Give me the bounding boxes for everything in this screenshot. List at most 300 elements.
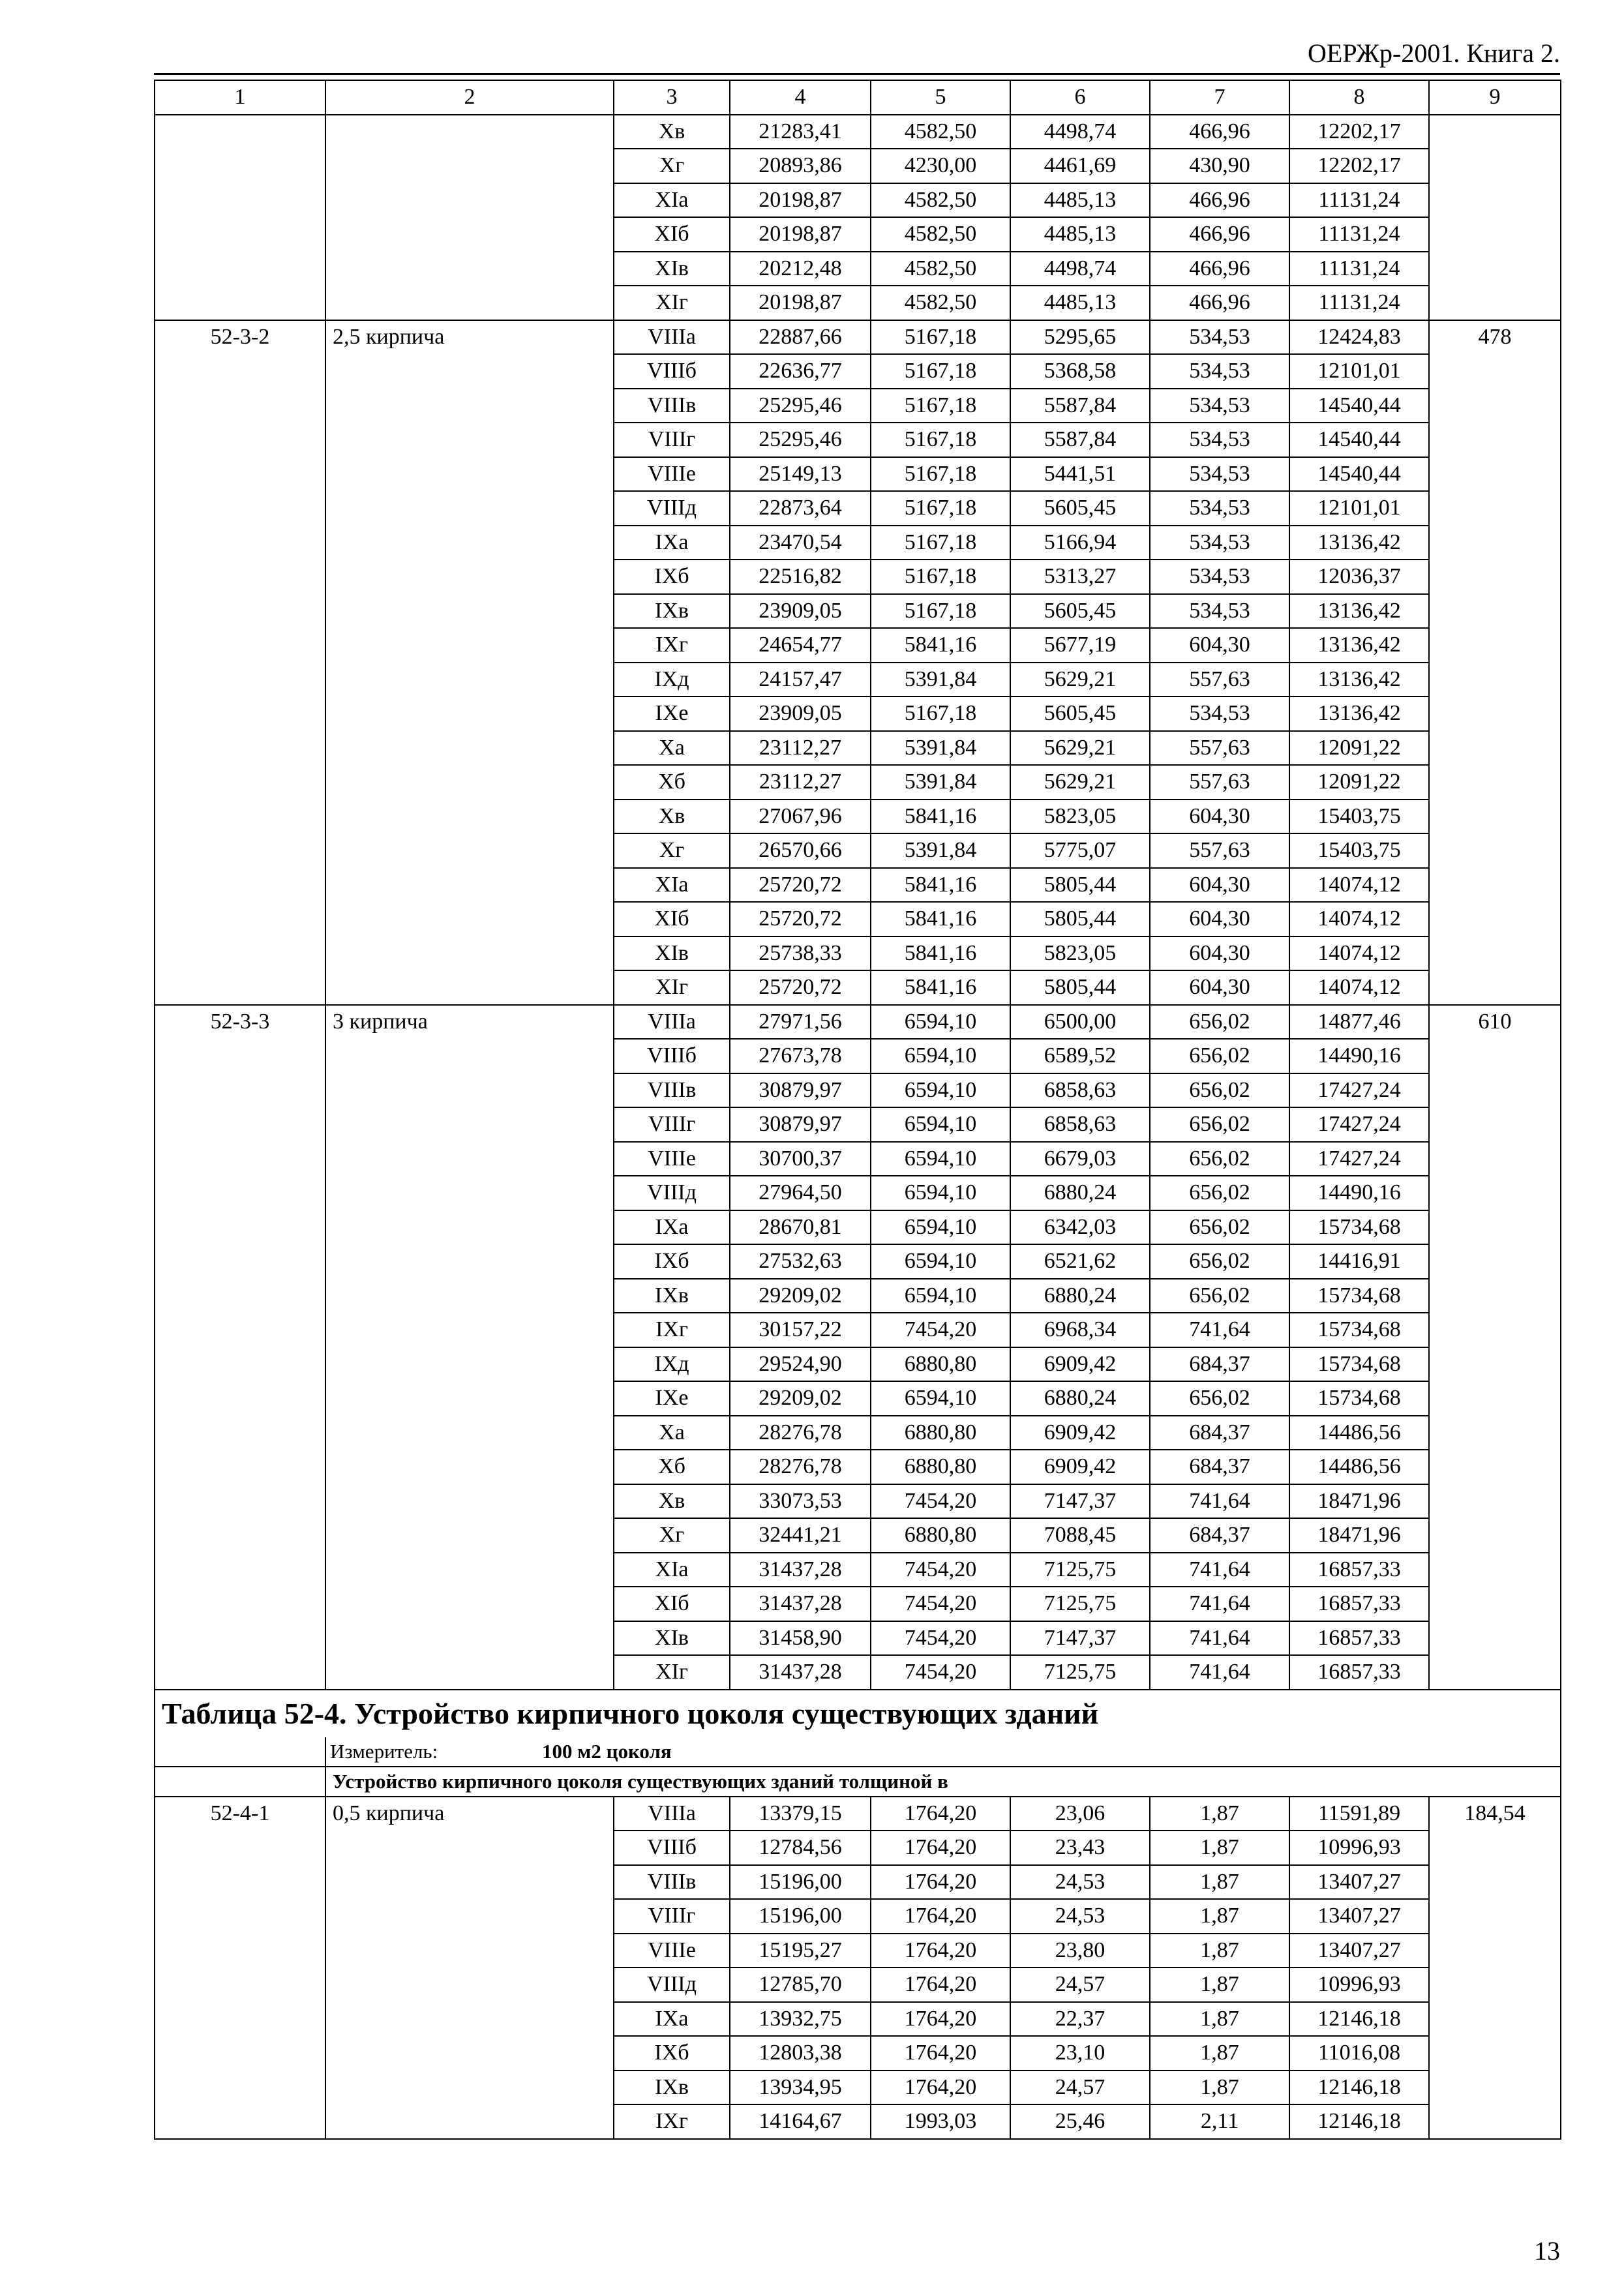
blank-cell	[1429, 115, 1561, 320]
value-cell: 6594,10	[871, 1176, 1010, 1210]
value-cell: 6594,10	[871, 1142, 1010, 1176]
value-cell: 534,53	[1150, 423, 1289, 457]
value-cell: 4230,00	[871, 149, 1010, 183]
value-cell: 656,02	[1150, 1005, 1289, 1040]
value-cell: 5167,18	[871, 457, 1010, 492]
value-cell: 5391,84	[871, 765, 1010, 800]
value-cell: 6500,00	[1010, 1005, 1150, 1040]
value-cell: 24157,47	[730, 663, 871, 697]
value-cell: 15195,27	[730, 1934, 871, 1968]
value-cell: 14877,46	[1289, 1005, 1429, 1040]
value-cell: 14540,44	[1289, 423, 1429, 457]
value-cell: 32441,21	[730, 1518, 871, 1553]
value-cell: 430,90	[1150, 149, 1289, 183]
zone-cell: IXг	[614, 628, 730, 663]
value-cell: 11131,24	[1289, 183, 1429, 218]
value-cell: 23,06	[1010, 1797, 1150, 1831]
value-cell: 20198,87	[730, 183, 871, 218]
value-cell: 14490,16	[1289, 1039, 1429, 1073]
value-cell: 6880,80	[871, 1518, 1010, 1553]
value-cell: 741,64	[1150, 1553, 1289, 1587]
zone-cell: IXг	[614, 2104, 730, 2139]
column-number-row	[155, 80, 1561, 115]
blank-cell	[325, 115, 614, 320]
value-cell: 25720,72	[730, 970, 871, 1005]
value-cell: 1764,20	[871, 1934, 1010, 1968]
zone-cell: VIIIе	[614, 1142, 730, 1176]
value-cell: 5605,45	[1010, 491, 1150, 526]
value-cell: 656,02	[1150, 1107, 1289, 1142]
value-cell: 23,80	[1010, 1934, 1150, 1968]
zone-cell: XIв	[614, 936, 730, 971]
value-cell: 7147,37	[1010, 1621, 1150, 1656]
value-cell: 5805,44	[1010, 868, 1150, 903]
value-cell: 604,30	[1150, 800, 1289, 834]
value-cell: 12202,17	[1289, 115, 1429, 149]
value-cell: 1764,20	[871, 1967, 1010, 2002]
rate-extra: 184,54	[1429, 1797, 1561, 2139]
value-cell: 22636,77	[730, 354, 871, 389]
value-cell: 4582,50	[871, 286, 1010, 320]
rate-name: 2,5 кирпича	[325, 320, 614, 1005]
value-cell: 13136,42	[1289, 628, 1429, 663]
value-cell: 7125,75	[1010, 1587, 1150, 1621]
value-cell: 4582,50	[871, 217, 1010, 252]
value-cell: 12091,22	[1289, 731, 1429, 766]
value-cell: 5629,21	[1010, 663, 1150, 697]
value-cell: 13136,42	[1289, 696, 1429, 731]
value-cell: 31437,28	[730, 1655, 871, 1690]
header-rule	[154, 73, 1560, 75]
column-number: 1	[155, 80, 325, 115]
value-cell: 11016,08	[1289, 2036, 1429, 2071]
zone-cell: VIIIа	[614, 320, 730, 355]
value-cell: 1,87	[1150, 2036, 1289, 2071]
zone-cell: IXв	[614, 2071, 730, 2105]
value-cell: 604,30	[1150, 902, 1289, 936]
value-cell: 17427,24	[1289, 1073, 1429, 1108]
value-cell: 4485,13	[1010, 183, 1150, 218]
value-cell: 2,11	[1150, 2104, 1289, 2139]
value-cell: 5823,05	[1010, 800, 1150, 834]
value-cell: 18471,96	[1289, 1484, 1429, 1519]
zone-cell: Xг	[614, 149, 730, 183]
value-cell: 14486,56	[1289, 1416, 1429, 1450]
value-cell: 4582,50	[871, 115, 1010, 149]
zone-cell: VIIIв	[614, 1073, 730, 1108]
value-cell: 13407,27	[1289, 1934, 1429, 1968]
value-cell: 5805,44	[1010, 970, 1150, 1005]
zone-cell: VIIIд	[614, 491, 730, 526]
value-cell: 5167,18	[871, 354, 1010, 389]
value-cell: 12424,83	[1289, 320, 1429, 355]
value-cell: 4485,13	[1010, 286, 1150, 320]
value-cell: 16857,33	[1289, 1655, 1429, 1690]
value-cell: 25720,72	[730, 868, 871, 903]
value-cell: 7454,20	[871, 1655, 1010, 1690]
value-cell: 6594,10	[871, 1107, 1010, 1142]
value-cell: 5167,18	[871, 526, 1010, 560]
value-cell: 5167,18	[871, 320, 1010, 355]
zone-cell: VIIIг	[614, 1107, 730, 1142]
value-cell: 31437,28	[730, 1553, 871, 1587]
value-cell: 20893,86	[730, 149, 871, 183]
zone-cell: XIб	[614, 902, 730, 936]
value-cell: 14164,67	[730, 2104, 871, 2139]
value-cell: 25295,46	[730, 423, 871, 457]
value-cell: 23909,05	[730, 696, 871, 731]
value-cell: 24,53	[1010, 1899, 1150, 1934]
zone-cell: VIIIб	[614, 354, 730, 389]
column-number: 7	[1150, 80, 1289, 115]
value-cell: 15196,00	[730, 1865, 871, 1900]
zone-cell: XIв	[614, 252, 730, 286]
value-cell: 13379,15	[730, 1797, 871, 1831]
zone-cell: XIг	[614, 286, 730, 320]
table-row	[155, 1797, 1561, 1831]
value-cell: 466,96	[1150, 286, 1289, 320]
value-cell: 4498,74	[1010, 115, 1150, 149]
zone-cell: Xв	[614, 800, 730, 834]
rate-code: 52-3-2	[155, 320, 325, 1005]
zone-cell: IXв	[614, 594, 730, 629]
value-cell: 21283,41	[730, 115, 871, 149]
zone-cell: Xб	[614, 1450, 730, 1484]
value-cell: 684,37	[1150, 1416, 1289, 1450]
value-cell: 14074,12	[1289, 970, 1429, 1005]
value-cell: 5441,51	[1010, 457, 1150, 492]
value-cell: 1,87	[1150, 1797, 1289, 1831]
value-cell: 28276,78	[730, 1450, 871, 1484]
value-cell: 5368,58	[1010, 354, 1150, 389]
value-cell: 12146,18	[1289, 2002, 1429, 2037]
value-cell: 30879,97	[730, 1073, 871, 1108]
value-cell: 27971,56	[730, 1005, 871, 1040]
value-cell: 28276,78	[730, 1416, 871, 1450]
value-cell: 7454,20	[871, 1313, 1010, 1347]
value-cell: 7125,75	[1010, 1553, 1150, 1587]
value-cell: 22873,64	[730, 491, 871, 526]
zone-cell: VIIIе	[614, 457, 730, 492]
table-row	[155, 1005, 1561, 1040]
value-cell: 4461,69	[1010, 149, 1150, 183]
value-cell: 14540,44	[1289, 457, 1429, 492]
zone-cell: VIIIб	[614, 1831, 730, 1865]
zone-cell: IXе	[614, 696, 730, 731]
value-cell: 656,02	[1150, 1381, 1289, 1416]
value-cell: 557,63	[1150, 731, 1289, 766]
value-cell: 17427,24	[1289, 1107, 1429, 1142]
value-cell: 534,53	[1150, 389, 1289, 423]
blank-cell	[155, 1767, 325, 1797]
value-cell: 30157,22	[730, 1313, 871, 1347]
value-cell: 741,64	[1150, 1587, 1289, 1621]
value-cell: 13407,27	[1289, 1865, 1429, 1900]
value-cell: 5166,94	[1010, 526, 1150, 560]
zone-cell: IXд	[614, 663, 730, 697]
value-cell: 7454,20	[871, 1621, 1010, 1656]
value-cell: 12785,70	[730, 1967, 871, 2002]
value-cell: 14540,44	[1289, 389, 1429, 423]
zone-cell: IXб	[614, 2036, 730, 2071]
value-cell: 5629,21	[1010, 731, 1150, 766]
blank-cell	[155, 115, 325, 320]
zone-cell: IXв	[614, 1279, 730, 1313]
value-cell: 5587,84	[1010, 389, 1150, 423]
value-cell: 6858,63	[1010, 1073, 1150, 1108]
rate-code: 52-4-1	[155, 1797, 325, 2139]
value-cell: 14074,12	[1289, 868, 1429, 903]
table-title: Таблица 52-4. Устройство кирпичного цоколя существующих зданий	[155, 1690, 1561, 1737]
value-cell: 6909,42	[1010, 1347, 1150, 1382]
value-cell: 534,53	[1150, 354, 1289, 389]
value-cell: 5167,18	[871, 594, 1010, 629]
subtitle-row	[155, 1767, 1561, 1797]
column-number: 2	[325, 80, 614, 115]
value-cell: 7147,37	[1010, 1484, 1150, 1519]
value-cell: 741,64	[1150, 1655, 1289, 1690]
value-cell: 5605,45	[1010, 696, 1150, 731]
zone-cell: IXе	[614, 1381, 730, 1416]
value-cell: 1,87	[1150, 1899, 1289, 1934]
value-cell: 656,02	[1150, 1210, 1289, 1245]
zone-cell: IXа	[614, 2002, 730, 2037]
value-cell: 15734,68	[1289, 1210, 1429, 1245]
value-cell: 23,43	[1010, 1831, 1150, 1865]
value-cell: 466,96	[1150, 252, 1289, 286]
zone-cell: IXб	[614, 1244, 730, 1279]
value-cell: 604,30	[1150, 970, 1289, 1005]
rate-name: 3 кирпича	[325, 1005, 614, 1690]
value-cell: 29524,90	[730, 1347, 871, 1382]
value-cell: 5841,16	[871, 628, 1010, 663]
rate-extra: 610	[1429, 1005, 1561, 1690]
value-cell: 741,64	[1150, 1313, 1289, 1347]
value-cell: 741,64	[1150, 1621, 1289, 1656]
value-cell: 5391,84	[871, 663, 1010, 697]
value-cell: 15734,68	[1289, 1279, 1429, 1313]
zone-cell: XIг	[614, 1655, 730, 1690]
value-cell: 6880,24	[1010, 1381, 1150, 1416]
value-cell: 6594,10	[871, 1073, 1010, 1108]
value-cell: 5823,05	[1010, 936, 1150, 971]
value-cell: 14074,12	[1289, 936, 1429, 971]
table-subtitle: Устройство кирпичного цоколя существующих зданий толщиной в	[325, 1767, 1561, 1797]
value-cell: 466,96	[1150, 217, 1289, 252]
column-number: 3	[614, 80, 730, 115]
zone-cell: XIв	[614, 1621, 730, 1656]
zone-cell: XIа	[614, 183, 730, 218]
zone-cell: VIIIб	[614, 1039, 730, 1073]
value-cell: 11131,24	[1289, 252, 1429, 286]
value-cell: 6594,10	[871, 1244, 1010, 1279]
value-cell: 24,57	[1010, 1967, 1150, 2002]
value-cell: 16857,33	[1289, 1553, 1429, 1587]
zone-cell: VIIIв	[614, 1865, 730, 1900]
value-cell: 6909,42	[1010, 1416, 1150, 1450]
measure-row	[155, 1737, 1561, 1767]
value-cell: 6909,42	[1010, 1450, 1150, 1484]
value-cell: 7125,75	[1010, 1655, 1150, 1690]
zone-cell: XIб	[614, 1587, 730, 1621]
value-cell: 5677,19	[1010, 628, 1150, 663]
value-cell: 30700,37	[730, 1142, 871, 1176]
rate-name: 0,5 кирпича	[325, 1797, 614, 2139]
value-cell: 6342,03	[1010, 1210, 1150, 1245]
value-cell: 15403,75	[1289, 800, 1429, 834]
value-cell: 5605,45	[1010, 594, 1150, 629]
value-cell: 557,63	[1150, 765, 1289, 800]
value-cell: 6521,62	[1010, 1244, 1150, 1279]
value-cell: 6880,80	[871, 1450, 1010, 1484]
value-cell: 5167,18	[871, 560, 1010, 594]
value-cell: 6880,24	[1010, 1279, 1150, 1313]
value-cell: 4582,50	[871, 252, 1010, 286]
value-cell: 12146,18	[1289, 2071, 1429, 2105]
value-cell: 6594,10	[871, 1279, 1010, 1313]
value-cell: 1764,20	[871, 2036, 1010, 2071]
value-cell: 534,53	[1150, 457, 1289, 492]
value-cell: 12091,22	[1289, 765, 1429, 800]
value-cell: 1764,20	[871, 1831, 1010, 1865]
zone-cell: Xг	[614, 1518, 730, 1553]
value-cell: 534,53	[1150, 560, 1289, 594]
value-cell: 5841,16	[871, 868, 1010, 903]
value-cell: 1764,20	[871, 1865, 1010, 1900]
value-cell: 684,37	[1150, 1450, 1289, 1484]
value-cell: 5391,84	[871, 731, 1010, 766]
value-cell: 684,37	[1150, 1518, 1289, 1553]
value-cell: 12803,38	[730, 2036, 871, 2071]
value-cell: 13407,27	[1289, 1899, 1429, 1934]
value-cell: 17427,24	[1289, 1142, 1429, 1176]
zone-cell: IXб	[614, 560, 730, 594]
value-cell: 13932,75	[730, 2002, 871, 2037]
value-cell: 23470,54	[730, 526, 871, 560]
value-cell: 534,53	[1150, 491, 1289, 526]
column-number: 6	[1010, 80, 1150, 115]
value-cell: 12202,17	[1289, 149, 1429, 183]
value-cell: 10996,93	[1289, 1831, 1429, 1865]
value-cell: 26570,66	[730, 833, 871, 868]
value-cell: 604,30	[1150, 868, 1289, 903]
zone-cell: XIа	[614, 1553, 730, 1587]
value-cell: 557,63	[1150, 663, 1289, 697]
rate-extra: 478	[1429, 320, 1561, 1005]
value-cell: 466,96	[1150, 115, 1289, 149]
value-cell: 656,02	[1150, 1142, 1289, 1176]
zone-cell: Xа	[614, 1416, 730, 1450]
page-number: 13	[1534, 2236, 1560, 2266]
value-cell: 25295,46	[730, 389, 871, 423]
column-number: 9	[1429, 80, 1561, 115]
value-cell: 1,87	[1150, 2071, 1289, 2105]
page-header: ОЕРЖр-2001. Книга 2.	[1308, 38, 1560, 68]
value-cell: 1764,20	[871, 1899, 1010, 1934]
value-cell: 31437,28	[730, 1587, 871, 1621]
zone-cell: Xв	[614, 115, 730, 149]
value-cell: 5391,84	[871, 833, 1010, 868]
value-cell: 5629,21	[1010, 765, 1150, 800]
zone-cell: VIIIв	[614, 389, 730, 423]
value-cell: 31458,90	[730, 1621, 871, 1656]
rate-code: 52-3-3	[155, 1005, 325, 1690]
value-cell: 5587,84	[1010, 423, 1150, 457]
value-cell: 5841,16	[871, 936, 1010, 971]
blank-cell	[155, 1737, 325, 1767]
value-cell: 1993,03	[871, 2104, 1010, 2139]
zone-cell: Xа	[614, 731, 730, 766]
value-cell: 656,02	[1150, 1176, 1289, 1210]
value-cell: 7454,20	[871, 1553, 1010, 1587]
zone-cell: XIг	[614, 970, 730, 1005]
value-cell: 25720,72	[730, 902, 871, 936]
value-cell: 1764,20	[871, 1797, 1010, 1831]
value-cell: 13934,95	[730, 2071, 871, 2105]
value-cell: 741,64	[1150, 1484, 1289, 1519]
value-cell: 1764,20	[871, 2071, 1010, 2105]
value-cell: 656,02	[1150, 1039, 1289, 1073]
value-cell: 13136,42	[1289, 663, 1429, 697]
value-cell: 5313,27	[1010, 560, 1150, 594]
value-cell: 15734,68	[1289, 1381, 1429, 1416]
zone-cell: IXд	[614, 1347, 730, 1382]
zone-cell: IXа	[614, 526, 730, 560]
value-cell: 25,46	[1010, 2104, 1150, 2139]
value-cell: 13136,42	[1289, 526, 1429, 560]
value-cell: 4498,74	[1010, 252, 1150, 286]
value-cell: 22887,66	[730, 320, 871, 355]
value-cell: 20198,87	[730, 217, 871, 252]
value-cell: 29209,02	[730, 1279, 871, 1313]
value-cell: 10996,93	[1289, 1967, 1429, 2002]
value-cell: 20198,87	[730, 286, 871, 320]
value-cell: 12784,56	[730, 1831, 871, 1865]
value-cell: 534,53	[1150, 594, 1289, 629]
column-number: 8	[1289, 80, 1429, 115]
zone-cell: VIIIа	[614, 1797, 730, 1831]
value-cell: 1,87	[1150, 1831, 1289, 1865]
value-cell: 27067,96	[730, 800, 871, 834]
value-cell: 6594,10	[871, 1005, 1010, 1040]
value-cell: 5841,16	[871, 800, 1010, 834]
value-cell: 22516,82	[730, 560, 871, 594]
value-cell: 6880,24	[1010, 1176, 1150, 1210]
value-cell: 23909,05	[730, 594, 871, 629]
measure-cell	[325, 1737, 1561, 1767]
zone-cell: IXа	[614, 1210, 730, 1245]
value-cell: 28670,81	[730, 1210, 871, 1245]
value-cell: 18471,96	[1289, 1518, 1429, 1553]
value-cell: 11131,24	[1289, 217, 1429, 252]
value-cell: 6858,63	[1010, 1107, 1150, 1142]
measure-value: 100 м2 цоколя	[542, 1740, 672, 1763]
zone-cell: XIб	[614, 217, 730, 252]
value-cell: 16857,33	[1289, 1621, 1429, 1656]
value-cell: 534,53	[1150, 696, 1289, 731]
value-cell: 24654,77	[730, 628, 871, 663]
value-cell: 14490,16	[1289, 1176, 1429, 1210]
value-cell: 30879,97	[730, 1107, 871, 1142]
zone-cell: VIIIг	[614, 423, 730, 457]
zone-cell: VIIIд	[614, 1176, 730, 1210]
zone-cell: Xв	[614, 1484, 730, 1519]
value-cell: 604,30	[1150, 628, 1289, 663]
zone-cell: VIIIа	[614, 1005, 730, 1040]
zone-cell: Xб	[614, 765, 730, 800]
value-cell: 656,02	[1150, 1279, 1289, 1313]
column-number: 5	[871, 80, 1010, 115]
